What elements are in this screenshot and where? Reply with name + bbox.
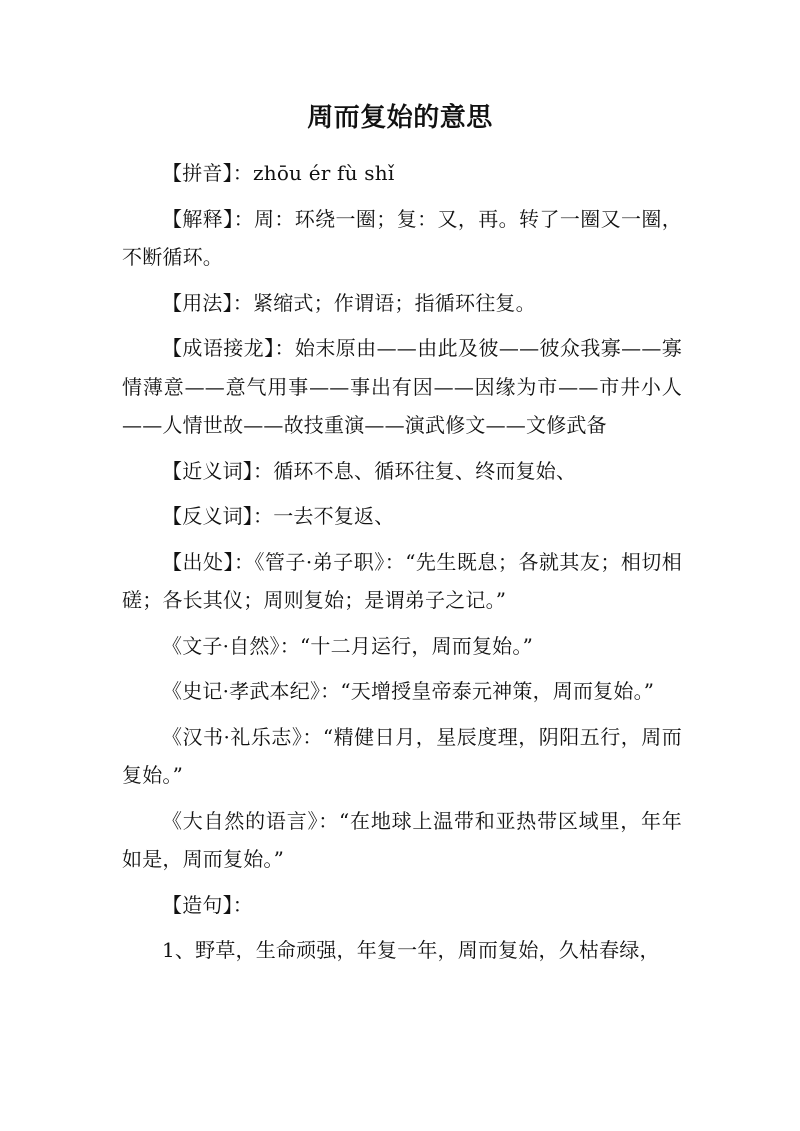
- explanation-paragraph: 【解释】：周：环绕一圈；复：又，再。转了一圈又一圈，不断循环。: [122, 206, 682, 269]
- source-hanshu-paragraph: 《汉书·礼乐志》：“精健日月，星辰度理，阴阳五行，周而复始。”: [122, 724, 682, 787]
- pinyin-paragraph: 【拼音】：zhōu ér fù shǐ: [162, 161, 395, 185]
- source-wenzi-paragraph: 《文子·自然》：“十二月运行，周而复始。”: [162, 633, 534, 658]
- example-sentence-1: 1、野草，生命顽强，年复一年，周而复始，久枯春绿，: [162, 938, 660, 962]
- source-paragraph: 【出处】：《管子·弟子职》：“先生既息；各就其友；相切相磋；各长其仪；周则复始；是谓弟子之记。”: [122, 549, 682, 612]
- source-nature-language-paragraph: 《大自然的语言》：“在地球上温带和亚热带区域里，年年如是，周而复始。”: [122, 808, 682, 871]
- antonyms-paragraph: 【反义词】：一去不复返、: [162, 504, 395, 528]
- source-shiji-paragraph: 《史记·孝武本纪》：“天增授皇帝泰元神策，周而复始。”: [162, 679, 655, 703]
- document-title: 周而复始的意思: [307, 103, 493, 133]
- example-heading-paragraph: 【造句】：: [162, 892, 253, 917]
- usage-paragraph: 【用法】：紧缩式；作谓语；指循环往复。: [162, 290, 536, 315]
- idiom-chain-paragraph: 【成语接龙】：始末原由——由此及彼——彼众我寡——寡情薄意——意气用事——事出有因——因缘为市——市井小人——人情世故——故技重演——演武修文——文修武备: [122, 336, 682, 437]
- document-body: [122, 154, 682, 977]
- synonyms-paragraph: 【近义词】：循环不息、循环往复、终而复始、: [162, 458, 577, 483]
